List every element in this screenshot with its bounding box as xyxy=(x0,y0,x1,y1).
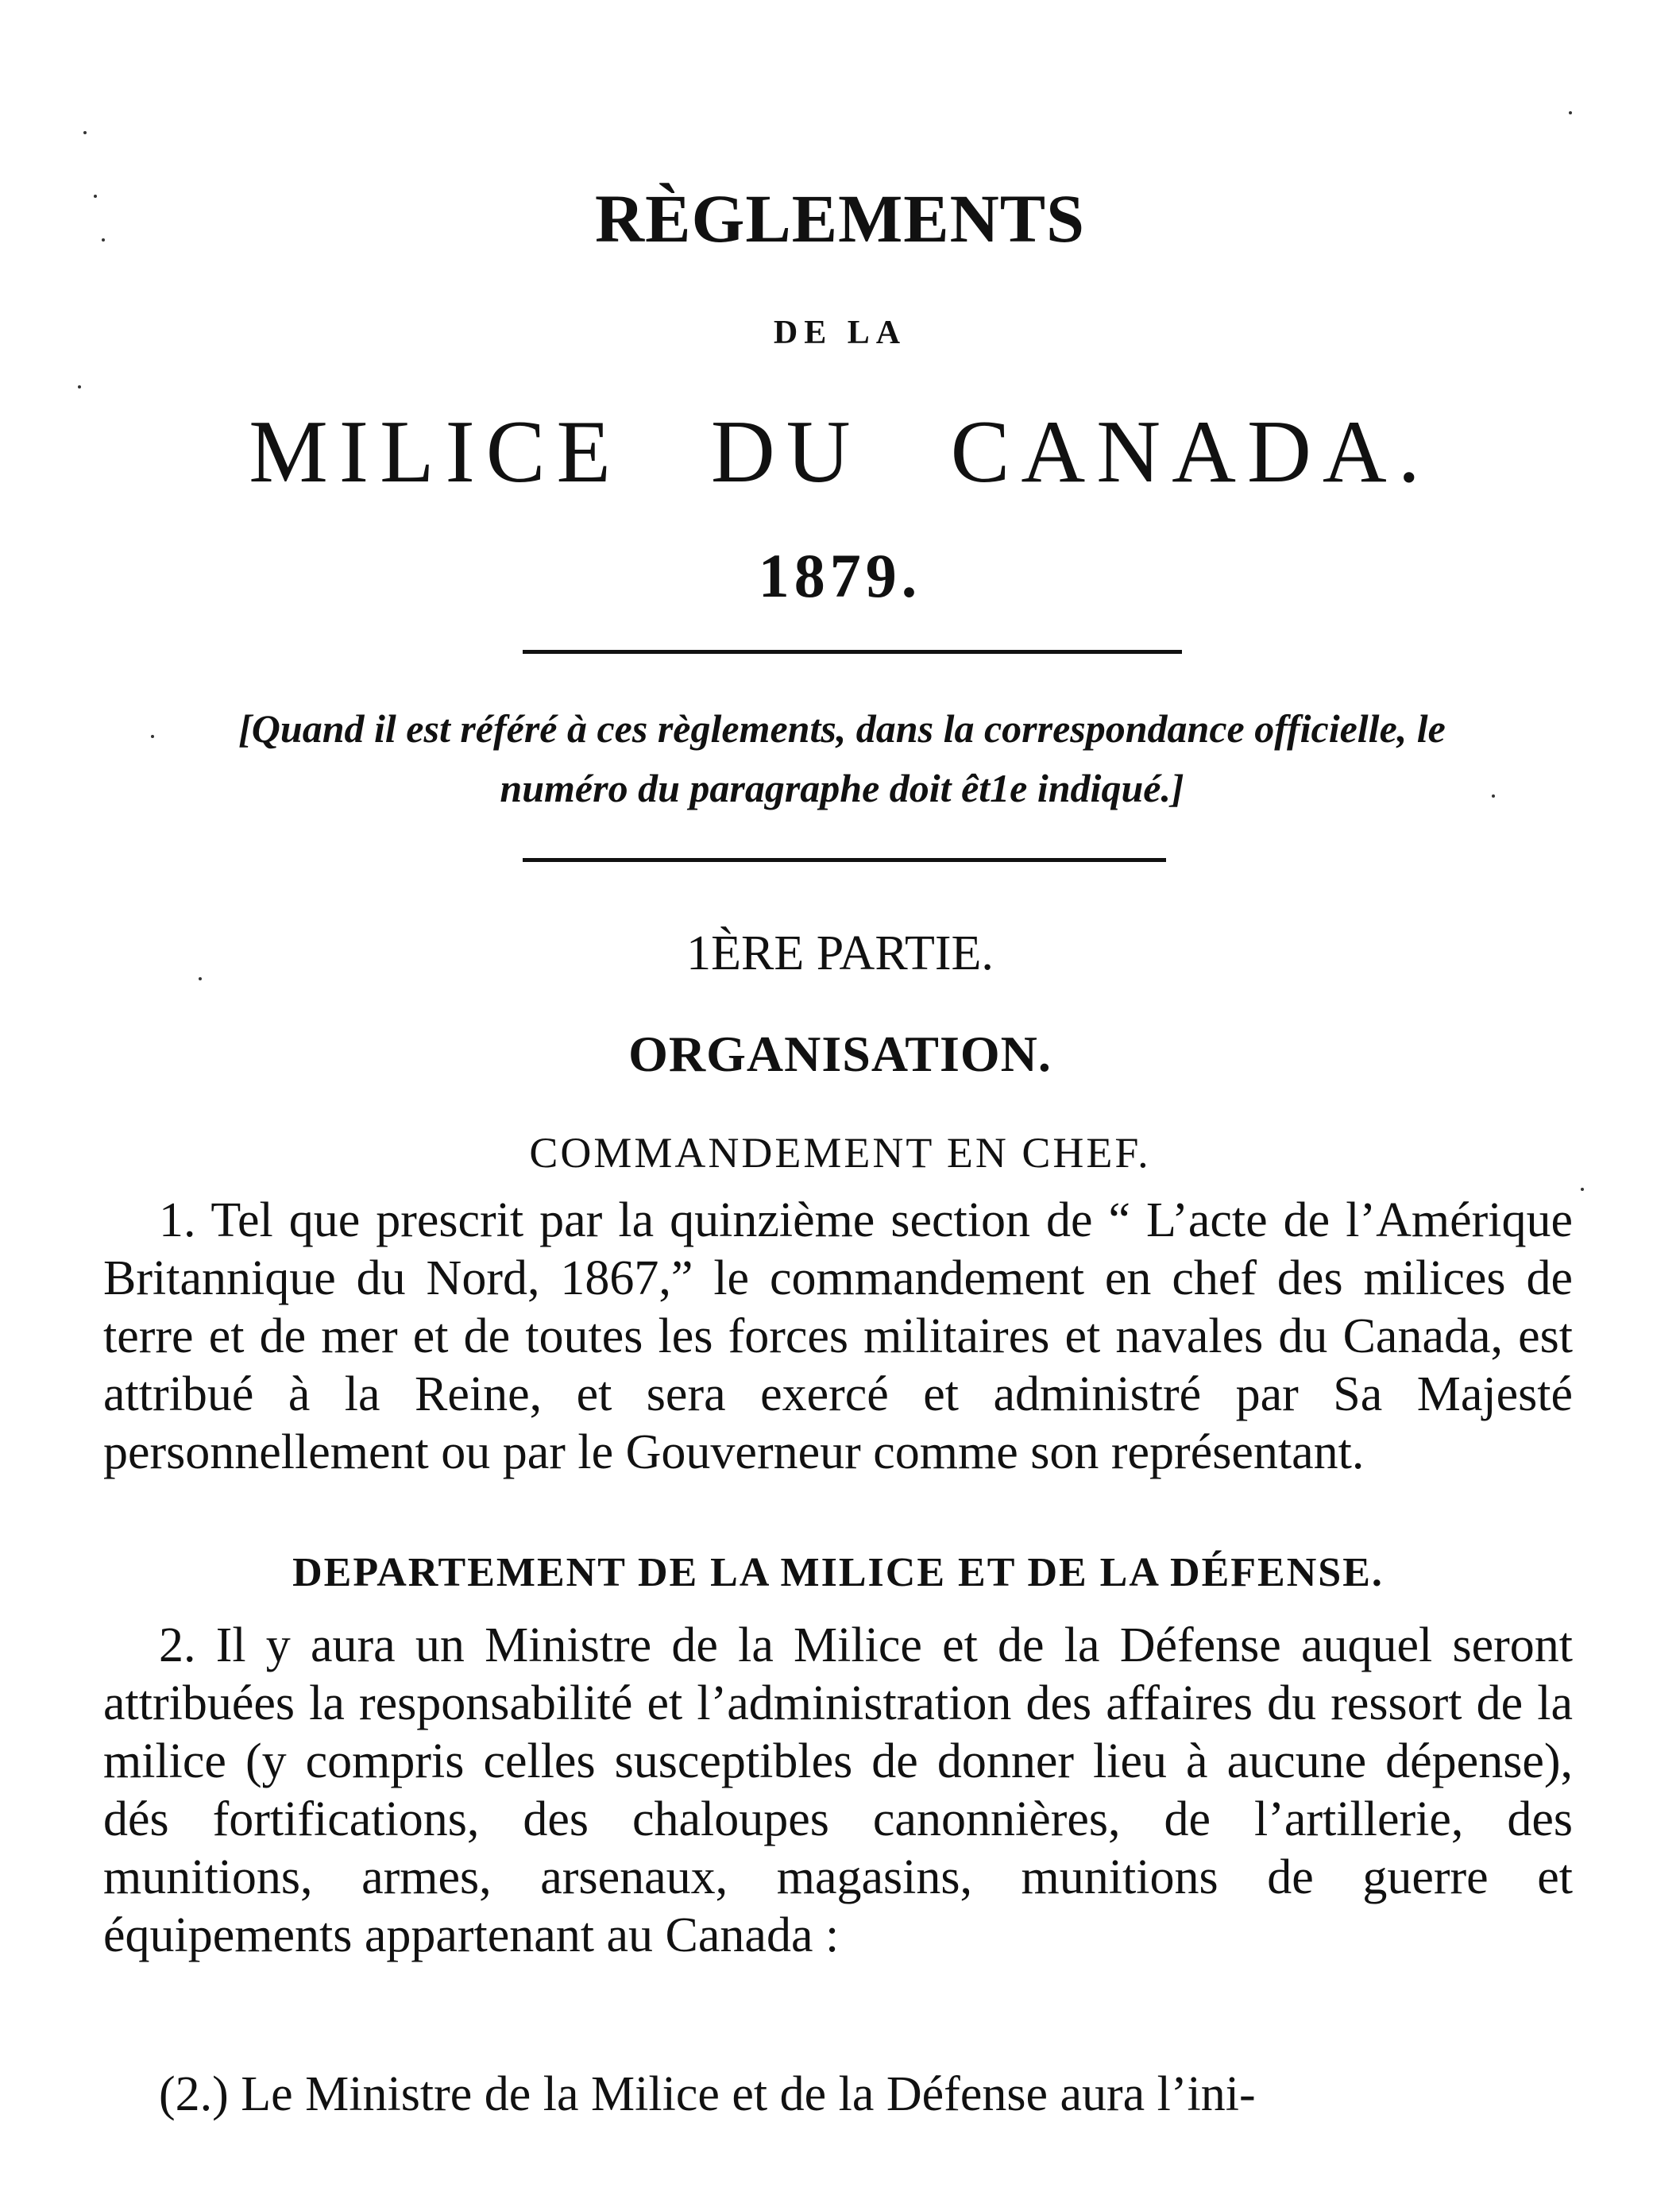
paragraph-2-subsection: (2.) Le Ministre de la Milice et de la Défense aura l’ini- xyxy=(159,2067,1256,2121)
scan-speck xyxy=(83,131,87,134)
title-connector: DE LA xyxy=(773,315,907,351)
scan-speck xyxy=(78,385,81,388)
document-main-title: MILICE DU CANADA. xyxy=(249,403,1431,501)
horizontal-rule-bottom xyxy=(523,858,1166,862)
paragraph-1: 1. Tel que prescrit par la quinzième section de “ L’acte de l’Amérique Britannique du Nord, 1867,” le commandement en chef des milices de terre et de mer et de toutes les forces militaires et navales du Canada, est attribué à la Reine, et sera exercé et administré par Sa Majesté personnellement ou par le Gouverneur comme son représentant. xyxy=(103,1193,1573,1479)
section-heading-departement: DEPARTEMENT DE LA MILICE ET DE LA DÉFENSE. xyxy=(292,1550,1384,1595)
scan-speck xyxy=(1581,1188,1584,1191)
scan-speck xyxy=(102,238,105,242)
horizontal-rule-top xyxy=(523,650,1182,654)
document-title: RÈGLEMENTS xyxy=(595,180,1085,257)
scan-speck xyxy=(1569,111,1572,114)
paragraph-2: 2. Il y aura un Ministre de la Milice et de la Défense auquel seront attribuées la responsabilité et l’administration des affaires du ressort de la milice (y compris celles susceptibles de donner lieu à aucune dépense), dés fortifications, des chaloupes canonnières, de l’artillerie, des munitions, armes, arsenaux, magasins, munitions de guerre et équipements appartenant au Canada : xyxy=(103,1618,1573,1962)
section-heading-commandement: COMMANDEMENT EN CHEF. xyxy=(529,1129,1151,1177)
scan-speck xyxy=(94,195,97,198)
part-label: 1ÈRE PARTIE. xyxy=(686,926,994,980)
scan-speck xyxy=(199,977,202,980)
scan-speck xyxy=(151,735,154,738)
part-title: ORGANISATION. xyxy=(628,1026,1052,1082)
document-year: 1879. xyxy=(758,541,922,610)
scan-speck xyxy=(1492,794,1495,798)
reference-note: [Quand il est référé à ces règlements, dans la correspondance officielle, le numéro du paragraphe doit êt1e indiqué.] xyxy=(238,706,1446,810)
